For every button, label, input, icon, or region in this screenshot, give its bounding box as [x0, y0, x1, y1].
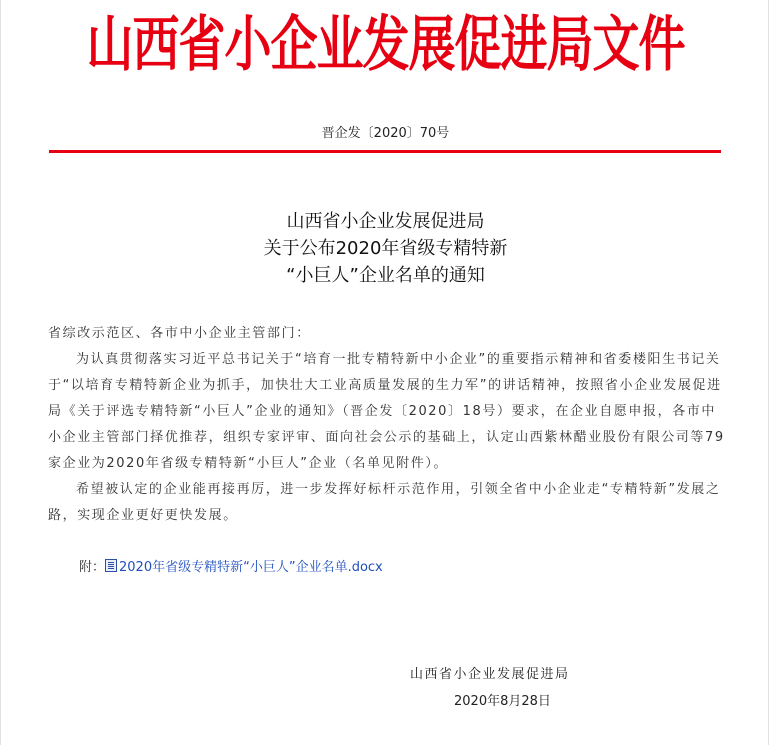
document-number: 晋企发〔2020〕70号 [321, 126, 450, 141]
body-paragraph-1: 为认真贯彻落实习近平总书记关于“培育一批专精特新中小企业”的重要指示精神和省委楼阳生书记关于“以培育专精特新企业为抓手，加快壮大工业高质量发展的生力军”的讲话精神，按照省小企业发展促进局《关于评选专精特新“小巨人”企业的通知》（晋企发〔2020〕18号）要求，在企业自愿申报，各市中小企业主管部门择优推荐，组织专家评审、面向社会公示的基础上，认定山西紫林醋业股份有限公司等79家企业为2020年省级专精特新“小巨人”企业（名单见附件）。 [48, 352, 725, 471]
notice-title [1, 208, 769, 289]
attachment-line [79, 556, 383, 575]
issue-date: 2020年8月28日 [454, 694, 551, 709]
addressee: 省综改示范区、各市中小企业主管部门： [48, 326, 311, 341]
attachment-label: 附： [79, 560, 106, 575]
word-document-icon [105, 559, 117, 572]
title-line-1: 山西省小企业发展促进局 [286, 211, 485, 232]
notice-body [48, 321, 728, 529]
red-divider [49, 150, 721, 153]
attachment-filename: 2020年省级专精特新“小巨人”企业名单.docx [119, 560, 383, 575]
signer: 山西省小企业发展促进局 [410, 667, 570, 682]
masthead-title: 山西省小企业发展促进局文件 [86, 10, 685, 81]
attachment-link[interactable] [105, 556, 383, 575]
title-line-3: “小巨人”企业名单的通知 [286, 265, 485, 286]
title-line-2: 关于公布2020年省级专精特新 [263, 238, 508, 259]
body-paragraph-2: 希望被认定的企业能再接再厉，进一步发挥好标杆示范作用，引领全省中小企业走“专精特新”发展之路，实现企业更好更快发展。 [48, 482, 721, 523]
